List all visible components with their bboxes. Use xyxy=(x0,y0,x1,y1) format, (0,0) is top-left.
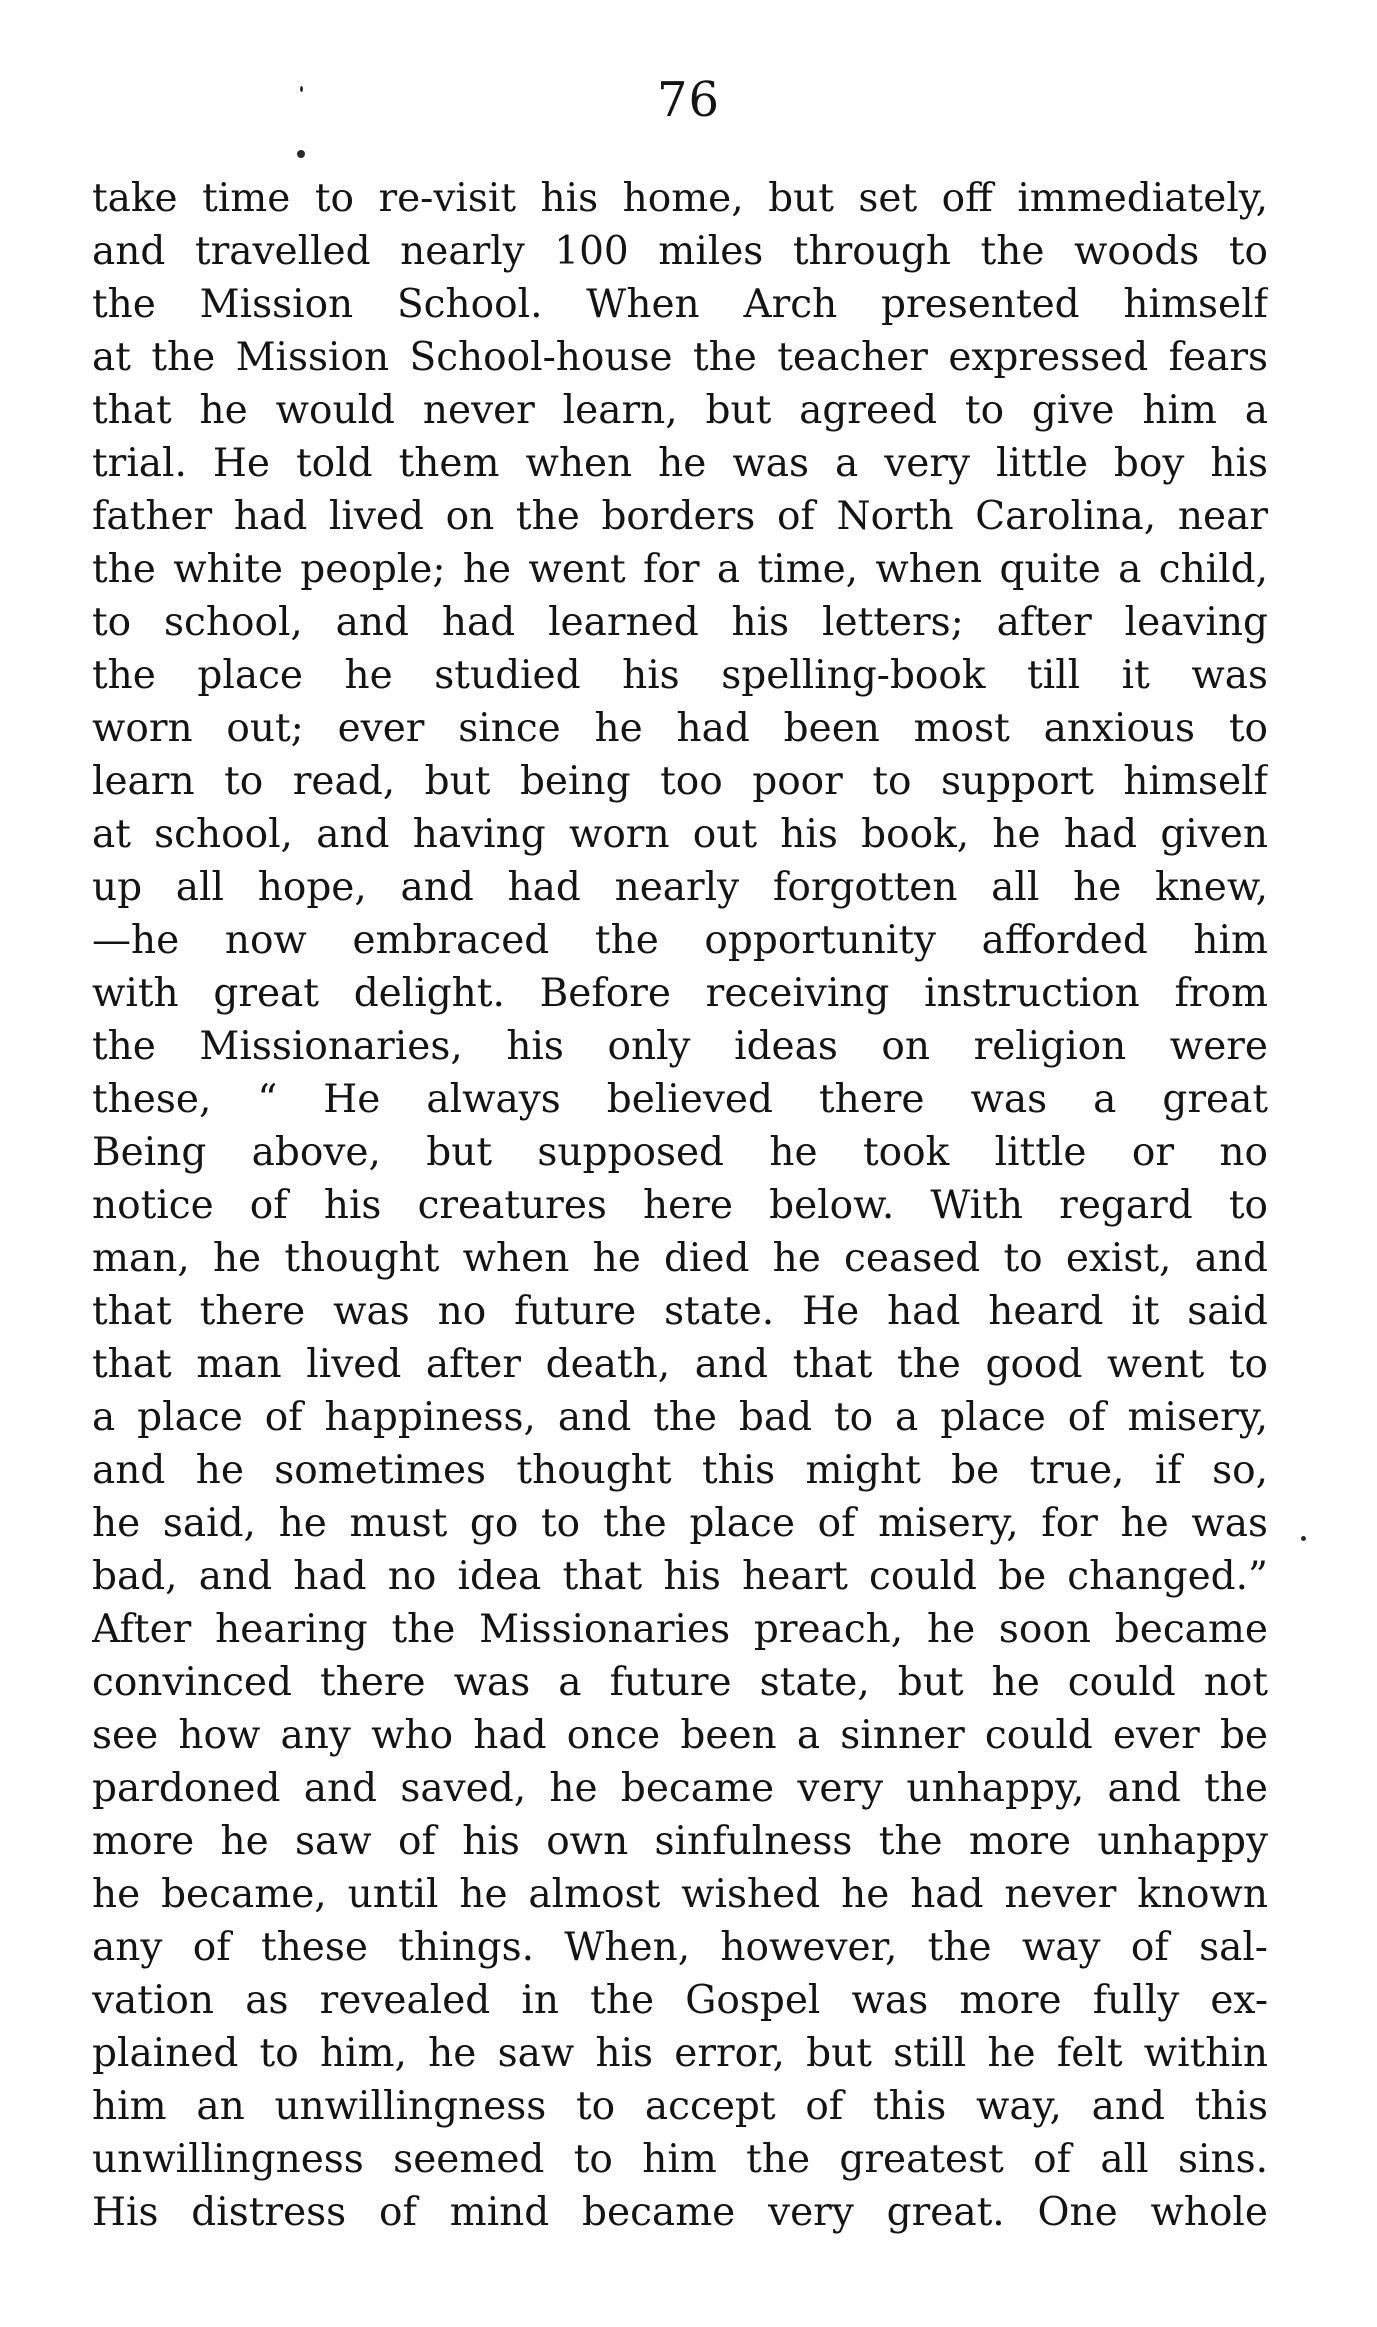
text-line: Being above, but supposed he took little or no xyxy=(92,1130,1268,1175)
text-line: man, he thought when he died he ceased to exist, and xyxy=(92,1236,1268,1281)
text-line: unwillingness seemed to him the greatest of all sins. xyxy=(92,2137,1268,2182)
text-line: more he saw of his own sinfulness the more unhappy xyxy=(92,1819,1268,1864)
text-line: trial. He told them when he was a very little boy his xyxy=(92,441,1268,486)
text-line: convinced there was a future state, but he could not xyxy=(92,1660,1268,1705)
text-line: and travelled nearly 100 miles through the woods to xyxy=(92,229,1268,274)
text-line: the Mission School. When Arch presented himself xyxy=(92,282,1268,327)
text-line: that there was no future state. He had heard it said xyxy=(92,1289,1268,1334)
text-line: a place of happiness, and the bad to a place of misery, xyxy=(92,1395,1268,1440)
text-line: plained to him, he saw his error, but still he felt within xyxy=(92,2031,1268,2076)
text-line: he became, until he almost wished he had never known xyxy=(92,1872,1268,1917)
print-speck xyxy=(1301,1536,1306,1541)
text-line: After hearing the Missionaries preach, he soon became xyxy=(92,1607,1268,1652)
text-line: take time to re-visit his home, but set off immediately, xyxy=(92,176,1268,221)
text-line: up all hope, and had nearly forgotten all he knew, xyxy=(92,865,1268,910)
text-line: with great delight. Before receiving instruction from xyxy=(92,971,1268,1016)
text-line: that he would never learn, but agreed to give him a xyxy=(92,388,1268,433)
text-line: he said, he must go to the place of misery, for he was xyxy=(92,1501,1268,1546)
text-line: notice of his creatures here below. With regard to xyxy=(92,1183,1268,1228)
body-text xyxy=(92,172,1268,2239)
text-line: see how any who had once been a sinner could ever be xyxy=(92,1713,1268,1758)
text-line: any of these things. When, however, the way of sal- xyxy=(92,1925,1268,1970)
text-line: pardoned and saved, he became very unhappy, and the xyxy=(92,1766,1268,1811)
text-line: him an unwillingness to accept of this way, and this xyxy=(92,2084,1268,2129)
text-line: that man lived after death, and that the good went to xyxy=(92,1342,1268,1387)
text-line: the Missionaries, his only ideas on religion were xyxy=(92,1024,1268,1069)
text-line: vation as revealed in the Gospel was more fully ex- xyxy=(92,1978,1268,2023)
text-line: the place he studied his spelling-book till it was xyxy=(92,653,1268,698)
text-line: —he now embraced the opportunity afforded him xyxy=(92,918,1268,963)
page-number: 76 xyxy=(656,72,721,128)
print-speck xyxy=(297,150,305,158)
text-line: learn to read, but being too poor to support himself xyxy=(92,759,1268,804)
text-line: at school, and having worn out his book, he had given xyxy=(92,812,1268,857)
text-line: to school, and had learned his letters; after leaving xyxy=(92,600,1268,645)
text-line: worn out; ever since he had been most anxious to xyxy=(92,706,1268,751)
text-line: bad, and had no idea that his heart could be changed.” xyxy=(92,1554,1268,1599)
text-line: His distress of mind became very great. One whole xyxy=(92,2190,1268,2235)
text-line: the white people; he went for a time, when quite a child, xyxy=(92,547,1268,592)
text-line: these, “ He always believed there was a great xyxy=(92,1077,1268,1122)
text-line: at the Mission School-house the teacher expressed fears xyxy=(92,335,1268,380)
text-line: and he sometimes thought this might be true, if so, xyxy=(92,1448,1268,1493)
text-line: father had lived on the borders of North Carolina, near xyxy=(92,494,1268,539)
